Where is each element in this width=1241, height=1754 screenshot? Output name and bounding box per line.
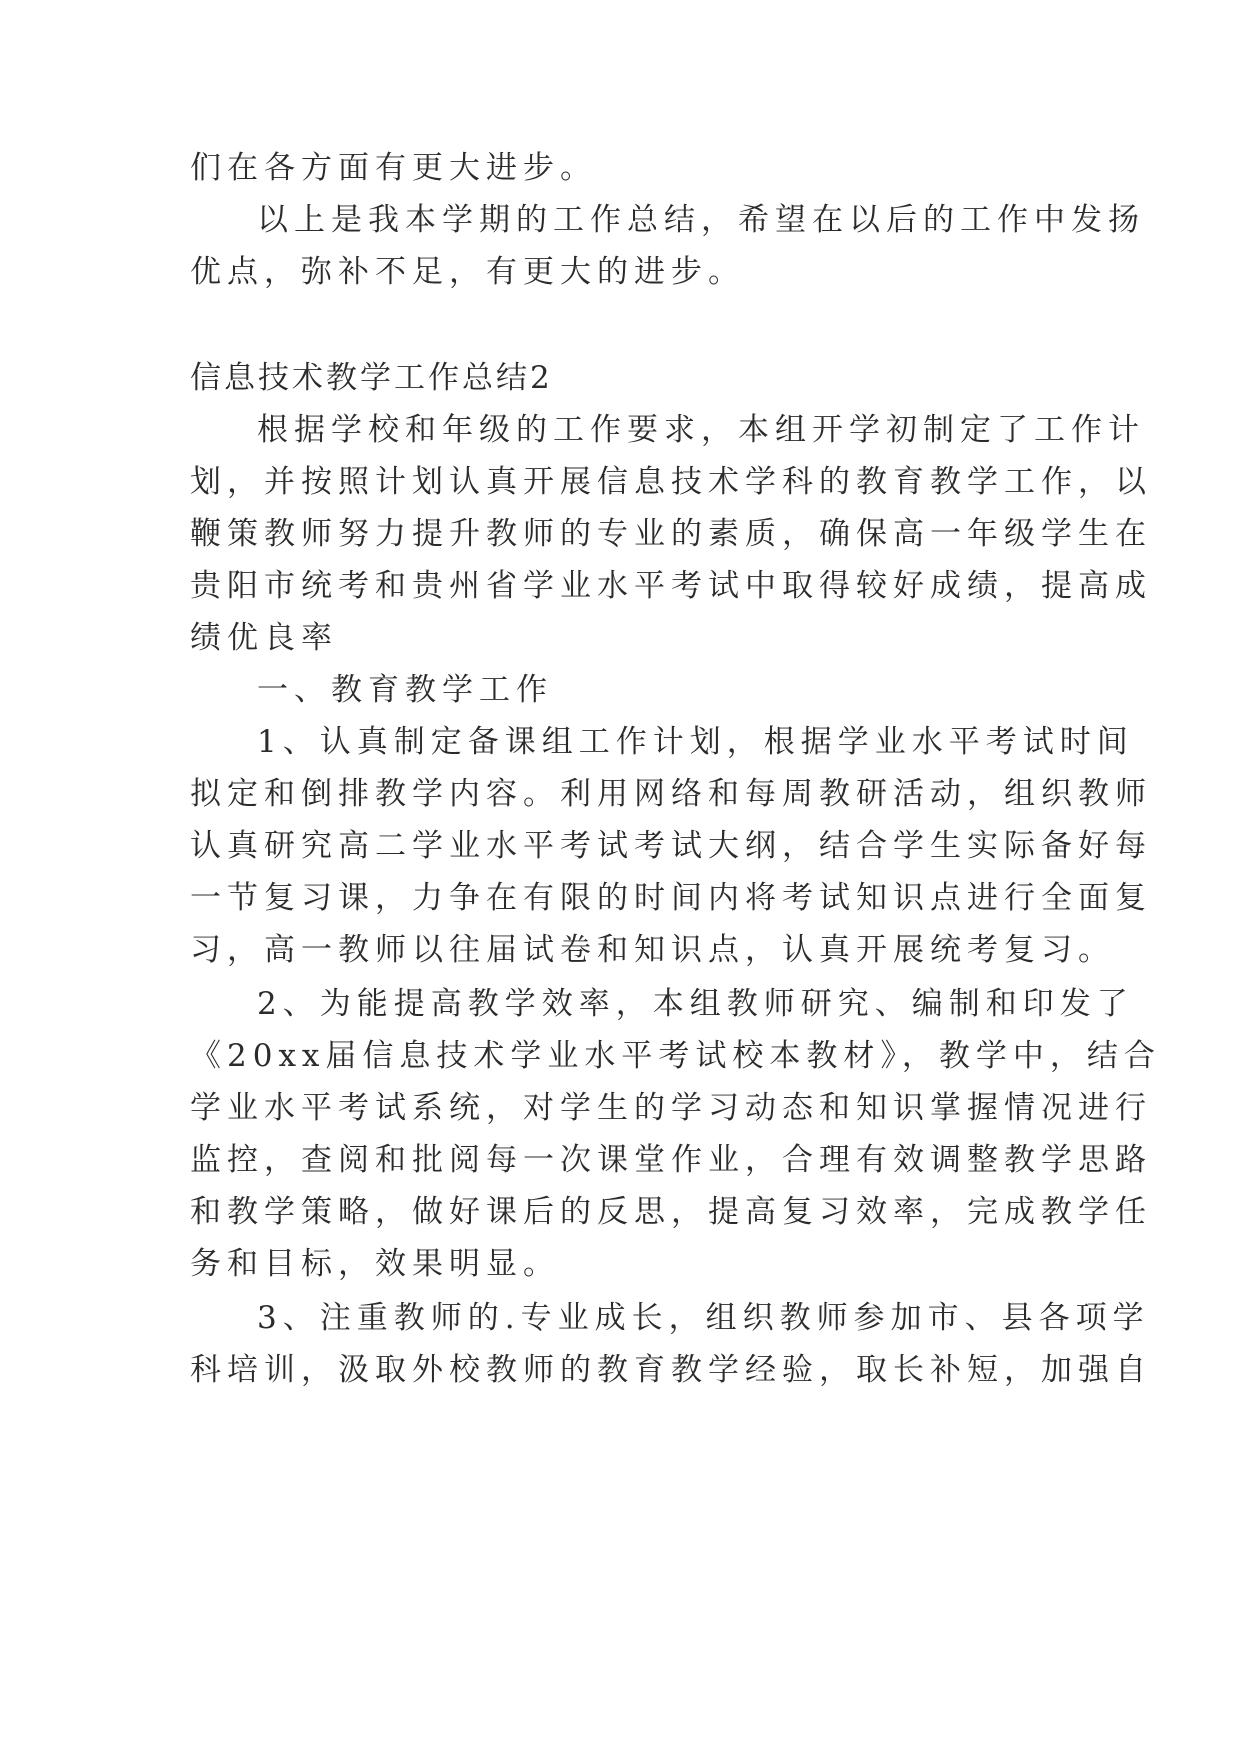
paragraph-line: 务和目标，效果明显。 [190,1246,560,1282]
paragraph-line: 划，并按照计划认真开展信息技术学科的教育教学工作，以 [190,464,1152,500]
paragraph-line: 3、注重教师的.专业成长，组织教师参加市、县各项学 [257,1300,1150,1336]
section-title: 信息技术教学工作总结2 [190,360,553,396]
paragraph-line: 习，高一教师以往届试卷和知识点，认真开展统考复习。 [190,932,1115,968]
paragraph-line: 1、认真制定备课组工作计划，根据学业水平考试时间 [257,724,1134,760]
paragraph-line: 学业水平考试系统，对学生的学习动态和知识掌握情况进行 [190,1090,1152,1126]
paragraph-line: 一节复习课，力争在有限的时间内将考试知识点进行全面复 [190,880,1152,916]
paragraph-line: 们在各方面有更大进步。 [190,150,597,186]
paragraph-line: 优点，弥补不足，有更大的进步。 [190,254,745,290]
paragraph-line: 贵阳市统考和贵州省学业水平考试中取得较好成绩，提高成 [190,568,1152,604]
paragraph-line: 绩优良率 [190,620,338,656]
paragraph-line: 科培训，汲取外校教师的教育教学经验，取长补短，加强自 [190,1352,1152,1388]
paragraph-line: 和教学策略，做好课后的反思，提高复习效率，完成教学任 [190,1194,1152,1230]
paragraph-line: 拟定和倒排教学内容。利用网络和每周教研活动，组织教师 [190,776,1152,812]
paragraph-line: 监控，查阅和批阅每一次课堂作业，合理有效调整教学思路 [190,1142,1152,1178]
paragraph-line: 认真研究高二学业水平考试考试大纲，结合学生实际备好每 [190,828,1152,864]
paragraph-line: 《20xx届信息技术学业水平考试校本教材》，教学中，结合 [190,1038,1161,1074]
paragraph-line: 根据学校和年级的工作要求，本组开学初制定了工作计 [257,412,1145,448]
paragraph-line: 2、为能提高教学效率，本组教师研究、编制和印发了 [257,986,1134,1022]
paragraph-line: 以上是我本学期的工作总结，希望在以后的工作中发扬 [257,202,1145,238]
paragraph-line: 鞭策教师努力提升教师的专业的素质，确保高一年级学生在 [190,516,1152,552]
subheading: 一、教育教学工作 [257,672,553,708]
